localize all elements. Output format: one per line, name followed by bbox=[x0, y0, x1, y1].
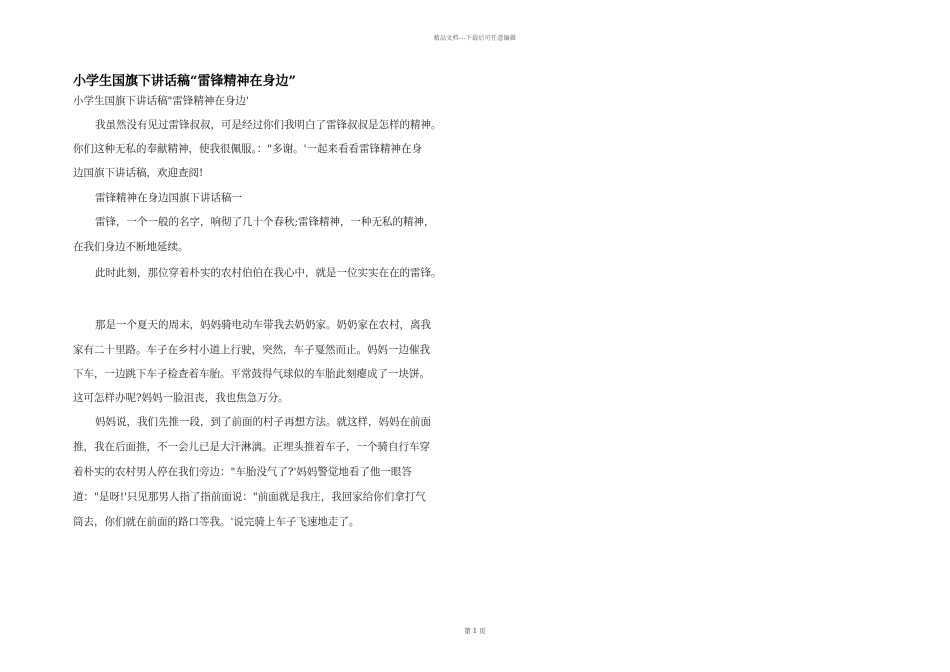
paragraph-line: 这可怎样办呢?妈妈一脸沮丧，我也焦急万分。 bbox=[73, 392, 289, 404]
paragraph-line: 雷锋，一个一般的名字，响彻了几十个春秋;雷锋精神，一种无私的精神， bbox=[95, 216, 435, 228]
paragraph-line: 家有二十里路。车子在乡村小道上行驶，突然，车子戛然而止。妈妈一边催我 bbox=[73, 344, 430, 356]
paragraph-line: 那是一个夏天的周末，妈妈骑电动车带我去奶奶家。奶奶家在农村，离我 bbox=[95, 319, 431, 331]
page-number: 第 1 页 bbox=[464, 627, 486, 635]
paragraph-line: 边国旗下讲话稿，欢迎查阅! bbox=[73, 167, 204, 179]
paragraph-line-subtitle: 小学生国旗下讲话稿"雷锋精神在身边' bbox=[73, 95, 249, 107]
paragraph-line: 筒去，你们就在前面的路口等我。'说完骑上车子飞速地走了。 bbox=[73, 516, 360, 528]
paragraph-line: 道："是呀!'只见那男人指了指前面说："前面就是我庄，我回家给你们拿打气 bbox=[73, 491, 426, 503]
paragraph-line: 着朴实的农村男人停在我们旁边："车胎没气了?'妈妈警觉地看了他一眼答 bbox=[73, 466, 412, 478]
header-note: 精品文档---下载后可任意编辑 bbox=[433, 35, 517, 42]
paragraph-line: 在我们身边不断地延续。 bbox=[73, 241, 189, 253]
paragraph-line: 你们这种无私的奉献精神，使我很佩服。："多谢。'一起来看看雷锋精神在身 bbox=[73, 143, 422, 155]
paragraph-line: 推，我在后面推，不一会儿已是大汗淋漓。正埋头推着车子，一个骑自行车穿 bbox=[73, 441, 430, 453]
section-heading: 雷锋精神在身边国旗下讲话稿一 bbox=[95, 192, 242, 204]
document-title: 小学生国旗下讲话稿“雷锋精神在身边” bbox=[73, 74, 296, 89]
paragraph-line: 下车，一边跳下车子检查着车胎。平常鼓得气球似的车胎此刻瘪成了一块饼。 bbox=[73, 368, 430, 380]
paragraph-line: 此时此刻，那位穿着朴实的农村伯伯在我心中，就是一位实实在在的雷锋。 bbox=[95, 267, 442, 279]
paragraph-line: 我虽然没有见过雷锋叔叔，可是经过你们我明白了雷锋叔叔是怎样的精神。 bbox=[95, 119, 442, 131]
paragraph-line: 妈妈说，我们先推一段，到了前面的村子再想方法。就这样，妈妈在前面 bbox=[95, 416, 431, 428]
